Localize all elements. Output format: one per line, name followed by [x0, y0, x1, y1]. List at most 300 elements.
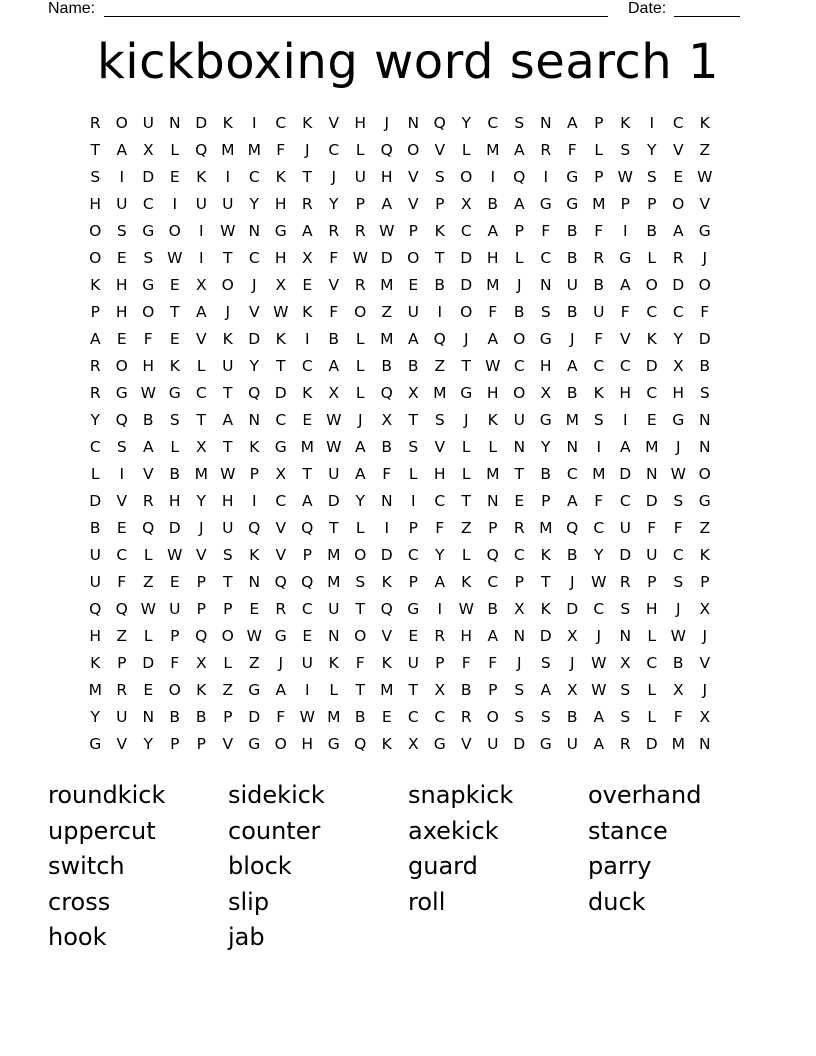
grid-letter: W [591, 654, 607, 672]
grid-letter: L [647, 708, 657, 726]
grid-letter: T [302, 465, 312, 483]
grid-letter: K [620, 114, 631, 132]
grid-letter: Q [248, 519, 261, 537]
grid-letter: P [223, 708, 233, 726]
grid-letter: C [195, 384, 207, 402]
grid-letter: F [329, 303, 339, 321]
grid-letter: B [566, 546, 578, 564]
grid-letter: T [170, 303, 180, 321]
grid-letter: P [355, 195, 365, 213]
grid-letter: H [301, 735, 314, 753]
grid-letter: K [487, 411, 498, 429]
grid-letter: T [90, 141, 100, 159]
grid-letter: M [433, 384, 447, 402]
grid-letter: K [275, 330, 286, 348]
grid-letter: V [407, 195, 419, 213]
grid-letter: N [539, 114, 552, 132]
grid-letter: I [198, 222, 204, 240]
grid-row [82, 650, 734, 677]
grid-letter: C [593, 357, 605, 375]
grid-letter: C [275, 492, 287, 510]
grid-letter: A [301, 492, 313, 510]
grid-letter: W [617, 168, 633, 186]
grid-letter: U [407, 654, 419, 672]
grid-letter: B [487, 195, 499, 213]
grid-letter: E [169, 573, 180, 591]
grid-letter: T [223, 438, 233, 456]
grid-letter: O [168, 681, 181, 699]
grid-letter: F [620, 303, 630, 321]
grid-letter: J [702, 681, 708, 699]
grid-letter: O [460, 168, 473, 186]
grid-letter: M [592, 465, 606, 483]
grid-letter: O [407, 141, 420, 159]
grid-letter: G [327, 735, 340, 753]
grid-letter: K [90, 276, 101, 294]
grid-letter: C [116, 546, 128, 564]
grid-letter: N [513, 438, 526, 456]
grid-letter: C [593, 519, 605, 537]
grid-letter: J [702, 249, 708, 267]
grid-letter: M [221, 141, 235, 159]
grid-letter: R [672, 249, 684, 267]
grid-letter: N [248, 411, 261, 429]
grid-letter: C [460, 222, 472, 240]
grid-letter: Y [196, 492, 206, 510]
grid-letter: P [90, 303, 100, 321]
grid-letter: A [672, 222, 684, 240]
grid-letter: M [486, 276, 500, 294]
grid-letter: S [620, 708, 631, 726]
grid-letter: B [672, 654, 684, 672]
grid-letter: L [461, 438, 471, 456]
grid-letter: H [142, 357, 155, 375]
grid-letter: D [619, 546, 632, 564]
grid-letter: J [278, 654, 284, 672]
grid-letter: B [354, 708, 366, 726]
grid-letter: G [142, 222, 155, 240]
grid-letter: X [540, 384, 552, 402]
grid-letter: K [196, 681, 207, 699]
word-list-item: parry [588, 852, 652, 880]
grid-letter: P [594, 168, 604, 186]
grid-letter: I [119, 168, 125, 186]
grid-letter: S [116, 438, 127, 456]
grid-letter: E [381, 708, 392, 726]
grid-letter: X [672, 681, 684, 699]
grid-letter: W [246, 627, 262, 645]
word-list-item: axekick [408, 816, 499, 845]
grid-letter: L [170, 141, 180, 159]
grid-letter: G [274, 222, 287, 240]
grid-letter: J [225, 303, 231, 321]
grid-letter: I [622, 222, 628, 240]
grid-letter: J [463, 330, 469, 348]
grid-letter: P [647, 573, 657, 591]
grid-letter: A [328, 357, 340, 375]
grid-letter: F [594, 330, 604, 348]
grid-letter: C [646, 654, 658, 672]
grid-letter: S [355, 573, 366, 591]
grid-letter: A [89, 330, 101, 348]
grid-letter: Y [249, 357, 259, 375]
grid-letter: V [275, 519, 287, 537]
grid-letter: R [460, 708, 472, 726]
grid-letter: L [461, 546, 471, 564]
grid-letter: K [249, 546, 260, 564]
grid-letter: S [434, 168, 445, 186]
grid-letter: B [169, 465, 181, 483]
word-list-row [48, 814, 768, 850]
grid-letter: D [619, 465, 632, 483]
grid-letter: I [437, 303, 443, 321]
grid-letter: C [672, 546, 684, 564]
grid-letter: X [381, 411, 393, 429]
grid-letter: W [326, 438, 342, 456]
grid-letter: X [566, 681, 578, 699]
grid-letter: T [223, 573, 233, 591]
grid-letter: V [328, 276, 340, 294]
grid-letter: A [195, 303, 207, 321]
grid-letter: N [168, 114, 181, 132]
grid-letter: H [460, 627, 473, 645]
grid-letter: Y [461, 114, 471, 132]
grid-letter: E [143, 681, 154, 699]
grid-letter: E [646, 411, 657, 429]
grid-row [82, 299, 734, 326]
grid-row [82, 488, 734, 515]
grid-letter: K [593, 384, 604, 402]
grid-letter: J [569, 573, 575, 591]
grid-letter: T [355, 681, 365, 699]
word-list-item: block [228, 852, 292, 880]
grid-letter: N [513, 627, 526, 645]
word-list-item: snapkick [408, 781, 514, 809]
grid-letter: D [380, 546, 393, 564]
grid-letter: U [222, 519, 234, 537]
grid-letter: O [486, 708, 499, 726]
grid-letter: G [407, 600, 420, 618]
grid-letter: O [460, 303, 473, 321]
name-label: Name: [48, 0, 96, 17]
grid-letter: Q [354, 735, 367, 753]
grid-letter: F [567, 141, 577, 159]
grid-letter: Q [195, 627, 208, 645]
word-list-item: stance [588, 816, 668, 845]
grid-letter: A [434, 573, 446, 591]
grid-letter: P [196, 735, 206, 753]
grid-letter: I [304, 330, 310, 348]
grid-row [82, 731, 734, 758]
grid-letter: G [274, 438, 287, 456]
grid-letter: L [647, 249, 657, 267]
word-list-row [48, 849, 768, 885]
grid-letter: G [698, 492, 711, 510]
grid-letter: V [619, 330, 631, 348]
grid-letter: S [143, 249, 154, 267]
grid-letter: D [645, 357, 658, 375]
grid-letter: P [541, 492, 551, 510]
grid-letter: E [169, 330, 180, 348]
grid-letter: A [275, 681, 287, 699]
grid-letter: S [673, 492, 684, 510]
grid-letter: D [89, 492, 102, 510]
grid-letter: Q [301, 573, 314, 591]
grid-letter: P [435, 654, 445, 672]
grid-letter: K [434, 222, 445, 240]
grid-letter: S [514, 114, 525, 132]
grid-letter: Y [541, 438, 551, 456]
grid-letter: T [408, 411, 418, 429]
grid-letter: K [196, 168, 207, 186]
word-list-item: sidekick [228, 781, 325, 809]
grid-letter: U [593, 303, 605, 321]
grid-letter: F [673, 519, 683, 537]
grid-letter: M [327, 708, 341, 726]
grid-letter: E [302, 411, 313, 429]
grid-letter: Q [248, 384, 261, 402]
grid-letter: C [672, 114, 684, 132]
grid-letter: C [89, 438, 101, 456]
grid-letter: V [248, 303, 260, 321]
grid-letter: T [435, 249, 445, 267]
grid-letter: W [670, 627, 686, 645]
grid-letter: H [486, 249, 499, 267]
grid-letter: V [381, 627, 393, 645]
grid-letter: R [275, 600, 287, 618]
grid-letter: A [407, 330, 419, 348]
grid-letter: H [89, 195, 102, 213]
grid-letter: H [486, 384, 499, 402]
grid-letter: S [593, 411, 604, 429]
grid-letter: U [195, 195, 207, 213]
grid-letter: J [331, 168, 337, 186]
grid-letter: M [592, 195, 606, 213]
grid-letter: W [273, 303, 289, 321]
grid-letter: B [566, 708, 578, 726]
grid-letter: T [302, 168, 312, 186]
grid-letter: M [486, 465, 500, 483]
grid-letter: C [487, 573, 499, 591]
grid-letter: A [513, 141, 525, 159]
grid-letter: U [222, 357, 234, 375]
grid-letter: G [168, 384, 181, 402]
grid-letter: U [142, 114, 154, 132]
grid-letter: O [115, 114, 128, 132]
grid-letter: F [276, 141, 286, 159]
grid-letter: A [619, 438, 631, 456]
grid-letter: C [487, 114, 499, 132]
grid-letter: E [514, 492, 525, 510]
grid-letter: O [142, 303, 155, 321]
word-list-item: overhand [588, 781, 702, 809]
grid-letter: F [488, 303, 498, 321]
grid-letter: Y [90, 708, 100, 726]
grid-letter: J [675, 438, 681, 456]
grid-letter: P [620, 195, 630, 213]
grid-letter: L [461, 465, 471, 483]
word-list-item: slip [228, 887, 270, 916]
grid-letter: M [247, 141, 261, 159]
grid-letter: O [698, 465, 711, 483]
grid-letter: H [115, 276, 128, 294]
grid-letter: K [222, 114, 233, 132]
grid-letter: C [407, 708, 419, 726]
grid-letter: A [619, 276, 631, 294]
grid-letter: G [539, 411, 552, 429]
grid-letter: K [461, 573, 472, 591]
grid-row [82, 326, 734, 353]
grid-letter: X [699, 708, 711, 726]
grid-letter: U [487, 735, 499, 753]
grid-letter: F [673, 708, 683, 726]
grid-letter: B [169, 708, 181, 726]
grid-letter: N [698, 438, 711, 456]
grid-letter: R [619, 735, 631, 753]
grid-letter: Q [115, 600, 128, 618]
grid-letter: Z [116, 627, 128, 645]
grid-letter: C [142, 195, 154, 213]
grid-letter: T [461, 492, 471, 510]
grid-letter: F [435, 519, 445, 537]
grid-letter: K [699, 114, 710, 132]
grid-letter: A [566, 114, 578, 132]
grid-row [82, 623, 734, 650]
grid-letter: C [248, 249, 260, 267]
grid-letter: U [566, 735, 578, 753]
grid-letter: F [647, 519, 657, 537]
grid-letter: E [302, 276, 313, 294]
grid-letter: Y [143, 735, 153, 753]
grid-row [82, 137, 734, 164]
grid-letter: F [329, 249, 339, 267]
grid-letter: X [275, 276, 287, 294]
grid-letter: I [198, 249, 204, 267]
grid-letter: N [380, 492, 393, 510]
grid-letter: F [143, 330, 153, 348]
grid-letter: B [407, 357, 419, 375]
grid-letter: B [195, 708, 207, 726]
grid-letter: D [195, 114, 208, 132]
grid-letter: D [566, 600, 579, 618]
grid-letter: V [222, 735, 234, 753]
grid-letter: X [301, 249, 313, 267]
grid-letter: M [380, 276, 394, 294]
grid-letter: R [116, 681, 128, 699]
grid-letter: B [513, 303, 525, 321]
grid-letter: F [700, 303, 710, 321]
grid-letter: G [566, 168, 579, 186]
grid-letter: K [381, 573, 392, 591]
grid-letter: G [274, 627, 287, 645]
grid-letter: N [698, 411, 711, 429]
name-blank-line [104, 16, 608, 17]
grid-letter: H [354, 114, 367, 132]
grid-letter: H [645, 600, 658, 618]
grid-letter: Y [329, 195, 339, 213]
grid-letter: V [116, 492, 128, 510]
grid-letter: F [594, 222, 604, 240]
grid-letter: P [488, 681, 498, 699]
grid-letter: G [142, 276, 155, 294]
grid-letter: J [251, 276, 257, 294]
grid-letter: C [619, 492, 631, 510]
grid-letter: T [541, 573, 551, 591]
grid-letter: Z [222, 681, 234, 699]
grid-letter: A [566, 492, 578, 510]
grid-letter: D [380, 249, 393, 267]
grid-letter: B [434, 276, 446, 294]
grid-letter: Y [90, 411, 100, 429]
grid-letter: O [89, 222, 102, 240]
grid-letter: D [274, 384, 287, 402]
grid-letter: P [514, 573, 524, 591]
grid-letter: G [115, 384, 128, 402]
grid-letter: W [167, 249, 183, 267]
grid-letter: D [645, 492, 658, 510]
grid-letter: V [328, 114, 340, 132]
grid-letter: S [540, 708, 551, 726]
grid-letter: X [195, 276, 207, 294]
grid-letter: F [594, 492, 604, 510]
grid-letter: K [302, 114, 313, 132]
grid-letter: B [566, 303, 578, 321]
grid-letter: J [463, 411, 469, 429]
grid-letter: U [354, 168, 366, 186]
grid-letter: K [540, 600, 551, 618]
grid-letter: N [619, 627, 632, 645]
grid-letter: P [249, 465, 259, 483]
grid-letter: S [169, 411, 180, 429]
grid-row [82, 434, 734, 461]
grid-letter: D [513, 735, 526, 753]
grid-letter: L [594, 141, 604, 159]
grid-letter: A [540, 681, 552, 699]
grid-letter: H [168, 492, 181, 510]
grid-letter: Y [673, 330, 683, 348]
grid-letter: A [354, 465, 366, 483]
grid-letter: H [672, 384, 685, 402]
grid-letter: T [223, 249, 233, 267]
grid-letter: U [328, 600, 340, 618]
grid-letter: K [169, 357, 180, 375]
grid-letter: M [327, 573, 341, 591]
grid-letter: U [646, 546, 658, 564]
grid-letter: R [619, 573, 631, 591]
grid-letter: M [671, 735, 685, 753]
page-title: kickboxing word search 1 [96, 34, 720, 90]
grid-letter: R [89, 384, 101, 402]
grid-letter: K [222, 330, 233, 348]
grid-letter: M [539, 519, 553, 537]
grid-letter: K [381, 654, 392, 672]
grid-letter: D [539, 627, 552, 645]
grid-row [82, 110, 734, 137]
grid-letter: N [248, 222, 261, 240]
grid-letter: G [539, 330, 552, 348]
grid-letter: V [142, 465, 154, 483]
grid-letter: C [275, 411, 287, 429]
grid-letter: C [301, 600, 313, 618]
grid-letter: B [593, 276, 605, 294]
grid-letter: P [435, 195, 445, 213]
grid-letter: L [408, 465, 418, 483]
grid-letter: K [249, 438, 260, 456]
grid-row [82, 164, 734, 191]
grid-letter: Q [89, 600, 102, 618]
grid-letter: S [699, 384, 710, 402]
grid-letter: T [355, 600, 365, 618]
